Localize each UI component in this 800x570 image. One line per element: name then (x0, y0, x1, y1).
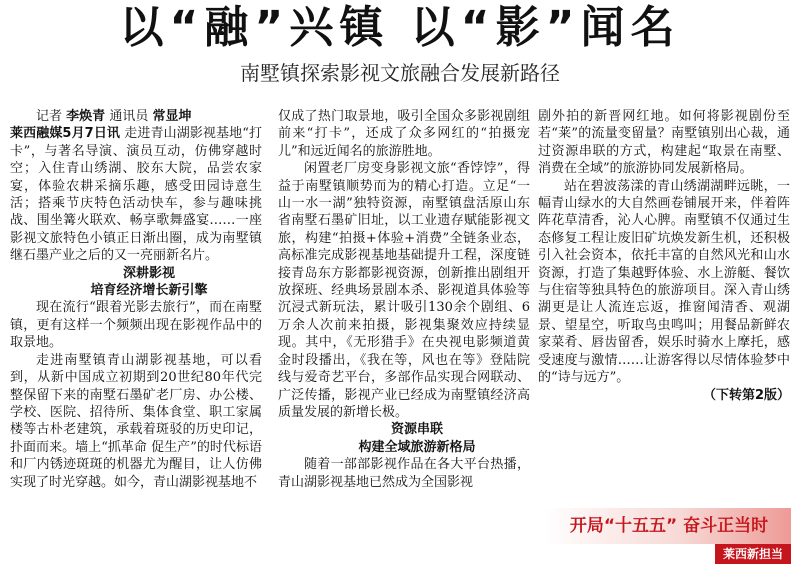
paragraph: 站在碧波荡漾的青山绣湖湖畔远眺，一幅青山绿水的大自然画卷铺展开来，伴着阵阵花草清香，沁人心脾。南墅镇不仅通过生态修复工程让废旧矿坑焕发新生机，还积极引入社会资本，依托丰富的自然风光和山水资源，打造了集越野体验、水上游艇、餐饮与住宿等独具特色的旅游项目。深入青山绣湖更是让人流连忘返，推窗闻清香、观湖景、望星空，听取鸟虫鸣叫；用餐品新鲜农家菜肴、唇齿留香，娱乐时骑水上摩托，感受速度与激情……让游客得以尽情体验梦中的“诗与远方”。 (538, 178, 790, 386)
reporter-name: 李焕青 (66, 109, 106, 124)
continued-on-page-note[interactable]: （下转第2版） (702, 387, 790, 403)
headline: 以“融”兴镇 以“影”闻名 (119, 2, 681, 53)
campaign-tag: 莱西新担当 (715, 544, 791, 564)
byline (10, 108, 262, 125)
paragraph: 走进南墅镇青山湖影视基地，可以看到，从新中国成立初期到20世纪80年代完整保留下来的南墅石墨矿老厂房、办公楼、学校、医院、招待所、集体食堂、职工家属楼等古朴老建筑，承载着斑驳的历史印记，扑面而来。墙上“抓革命 促生产”的时代标语和厂内锈迹斑斑的机器尤为醒目，让人仿佛实现了时光穿越。如今，青山湖影视基地不 (10, 352, 262, 490)
section-subtitle-2: 构建全域旅游新格局 (358, 439, 476, 455)
paragraph: 闲置老厂房变身影视文旅“香饽饽”，得益于南墅镇顺势而为的精心打造。立足“一山一水一湖”独特资源，南墅镇盘活原山东省南墅石墨矿旧址，以工业遗存赋能影视文旅，构建“拍摄+体验+消费”全链条业态，高标准完成影视基地基础提升工程，深度链接青岛东方影都影视资源，创新推出剧组开放探班、经典场景剧本杀、影视道具体验等沉浸式新玩法，累计吸引130余个剧组、6万余人次前来拍摄，影视集聚效应持续显现。其中，《无形猎手》在央视电影频道黄金时段播出，《我在等，风也在等》登陆院线与爱奇艺平台，多部作品实现合网联动、广泛传播，影视产业已经成为南墅镇经济高质量发展的新增长极。 (278, 161, 530, 420)
lead-text: 走进青山湖影视基地“打卡”，与著名导演、演员互动，仿佛穿越时空；入住青山绣湖、胶东大院，品尝农家宴，体验农耕采摘乐趣，感受田园诗意生活；搭乘节庆特色活动快车，参与趣味挑战、围坐篝火联欢、畅享歌舞盛宴……一座影视文旅特色小镇正日渐出圈，成为南墅镇继石墨产业之后的又一亮丽新名片。 (10, 126, 262, 264)
article-column-1 (10, 108, 262, 491)
section-title-1: 深耕影视 (122, 265, 175, 281)
campaign-slogan: 开局“十五五” 奋斗正当时 (569, 516, 769, 536)
campaign-banner (543, 508, 791, 564)
paragraph: 仅成了热门取景地，吸引全国众多影视剧组前来“打卡”，还成了众多网红的“拍摄宠儿”和远近闻名的旅游胜地。 (278, 109, 530, 159)
paragraph: 现在流行“跟着光影去旅行”，而在南墅镇，更有这样一个频频出现在影视作品中的取景地。 (10, 300, 262, 351)
paragraph: 剧外拍的新晋网红地。如何将影视剧份至若“莱”的流量变留量？南墅镇别出心裁，通过资源串联的方式，构建起“取景在南墅、消费在全域”的旅游协同发展新格局。 (538, 109, 790, 177)
section-subtitle-1: 培育经济增长新引擎 (90, 283, 208, 299)
correspondent-name: 常显坤 (152, 109, 192, 124)
dateline: 莱西融媒5月7日讯 (10, 126, 121, 142)
paragraph: 随着一部部影视作品在各大平台热播，青山湖影视基地已然成为全国影视 (278, 457, 530, 490)
article-column-2 (278, 108, 530, 491)
subheadline: 南墅镇探索影视文旅融合发展新路径 (240, 61, 560, 85)
section-title-2: 资源串联 (390, 422, 443, 438)
correspondent-role: 通讯员 (109, 109, 149, 124)
lead-paragraph (10, 125, 262, 264)
reporter-role: 记者 (36, 109, 63, 124)
article-column-3 (538, 108, 790, 404)
